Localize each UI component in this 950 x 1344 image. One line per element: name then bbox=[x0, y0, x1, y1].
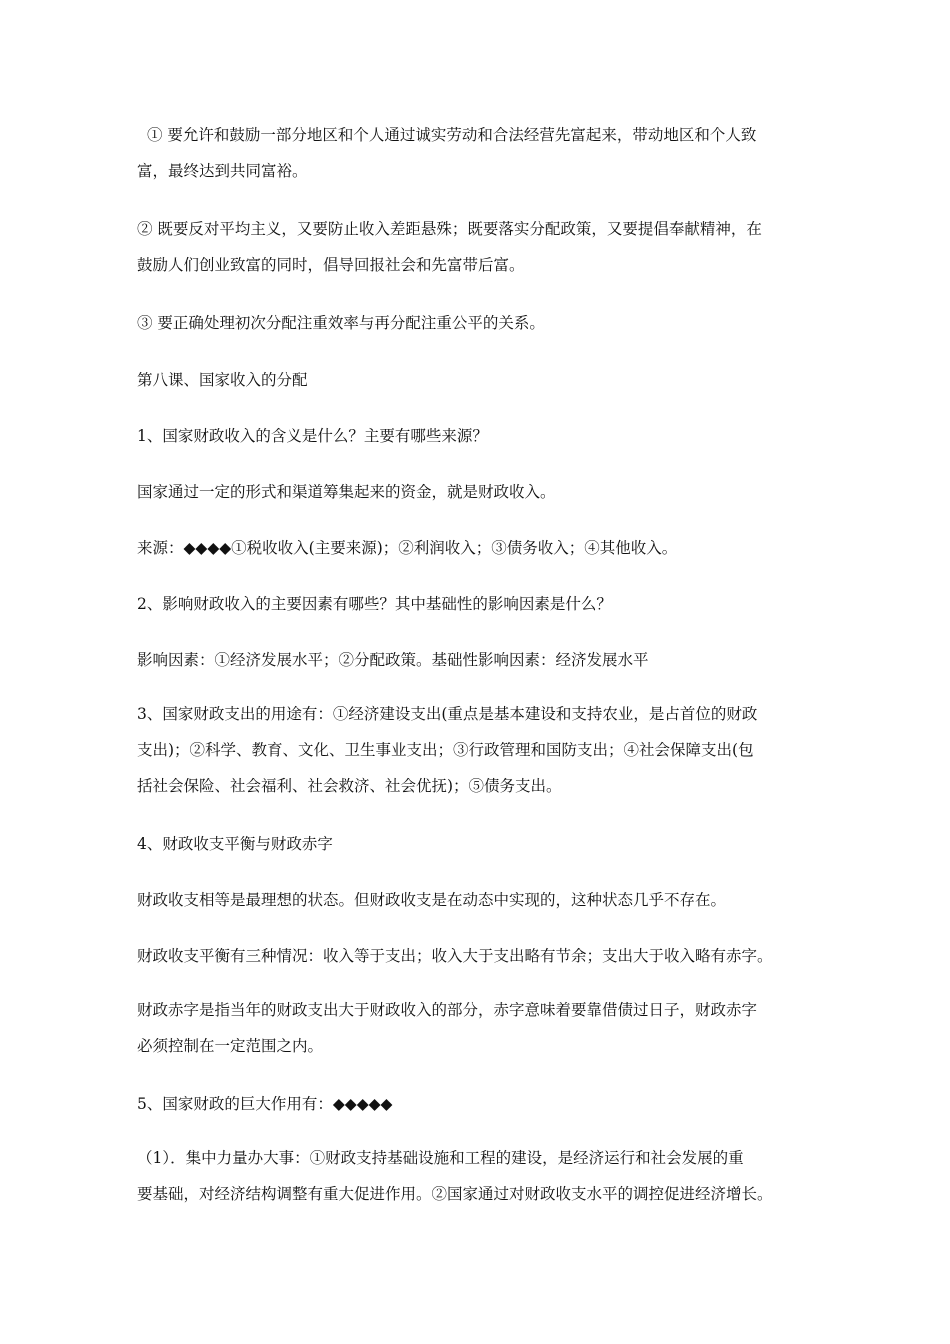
text-line: 影响因素：①经济发展水平；②分配政策。基础性影响因素：经济发展水平 bbox=[137, 651, 649, 669]
question-4 bbox=[137, 826, 827, 862]
text-line: 财政收支相等是最理想的状态。但财政收支是在动态中实现的，这种状态几乎不存在。 bbox=[137, 891, 727, 909]
text-line: 1、国家财政收入的含义是什么？主要有哪些来源？ bbox=[137, 427, 488, 445]
lesson-heading bbox=[137, 362, 827, 398]
text-line: 要基础，对经济结构调整有重大促进作用。②国家通过对财政收支水平的调控促进经济增长。 bbox=[137, 1185, 773, 1203]
text-line: 5、国家财政的巨大作用有：◆◆◆◆◆ bbox=[137, 1095, 393, 1113]
text-line: ③ 要正确处理初次分配注重效率与再分配注重公平的关系。 bbox=[137, 314, 545, 332]
text-line: 财政收支平衡有三种情况：收入等于支出；收入大于支出略有节余；支出大于收入略有赤字。 bbox=[137, 947, 773, 965]
text-line: 3、国家财政支出的用途有：①经济建设支出(重点是基本建设和支持农业，是占首位的财政 bbox=[137, 705, 758, 723]
text-line: 支出)；②科学、教育、文化、卫生事业支出；③行政管理和国防支出；④社会保障支出(包 bbox=[137, 741, 754, 759]
question-3-expenditure bbox=[137, 696, 827, 804]
text-line: ② 既要反对平均主义，又要防止收入差距悬殊；既要落实分配政策，又要提倡奉献精神，在 bbox=[137, 220, 762, 238]
text-line: ① 要允许和鼓励一部分地区和个人通过诚实劳动和合法经营先富起来，带动地区和个人致 bbox=[147, 126, 757, 144]
answer-5-item-1 bbox=[137, 1140, 827, 1212]
paragraph-income-principle-3 bbox=[137, 305, 827, 341]
text-line: 括社会保险、社会福利、社会救济、社会优抚)；⑤债务支出。 bbox=[137, 777, 562, 795]
question-1 bbox=[137, 418, 827, 454]
answer-1-definition bbox=[137, 474, 827, 510]
text-line: 富，最终达到共同富裕。 bbox=[137, 162, 308, 180]
text-line: （1）．集中力量办大事：①财政支持基础设施和工程的建设，是经济运行和社会发展的重 bbox=[137, 1149, 744, 1167]
question-2 bbox=[137, 586, 827, 622]
paragraph-income-principle-1 bbox=[137, 117, 837, 189]
text-line: 来源：◆◆◆◆①税收收入(主要来源)；②利润收入；③债务收入；④其他收入。 bbox=[137, 539, 678, 557]
text-line: 2、影响财政收入的主要因素有哪些？其中基础性的影响因素是什么？ bbox=[137, 595, 612, 613]
text-line: 国家通过一定的形式和渠道筹集起来的资金，就是财政收入。 bbox=[137, 483, 556, 501]
answer-4-deficit bbox=[137, 992, 827, 1064]
paragraph-income-principle-2 bbox=[137, 211, 827, 283]
answer-1-sources bbox=[137, 530, 827, 566]
answer-4-ideal bbox=[137, 882, 827, 918]
text-line: 财政赤字是指当年的财政支出大于财政收入的部分，赤字意味着要靠借债过日子，财政赤字 bbox=[137, 1001, 758, 1019]
text-line: 必须控制在一定范围之内。 bbox=[137, 1037, 324, 1055]
text-line: 第八课、国家收入的分配 bbox=[137, 371, 308, 389]
question-5 bbox=[137, 1086, 827, 1122]
text-line: 4、财政收支平衡与财政赤字 bbox=[137, 835, 333, 853]
text-line: 鼓励人们创业致富的同时，倡导回报社会和先富带后富。 bbox=[137, 256, 525, 274]
answer-4-cases bbox=[137, 938, 827, 974]
answer-2 bbox=[137, 642, 827, 678]
